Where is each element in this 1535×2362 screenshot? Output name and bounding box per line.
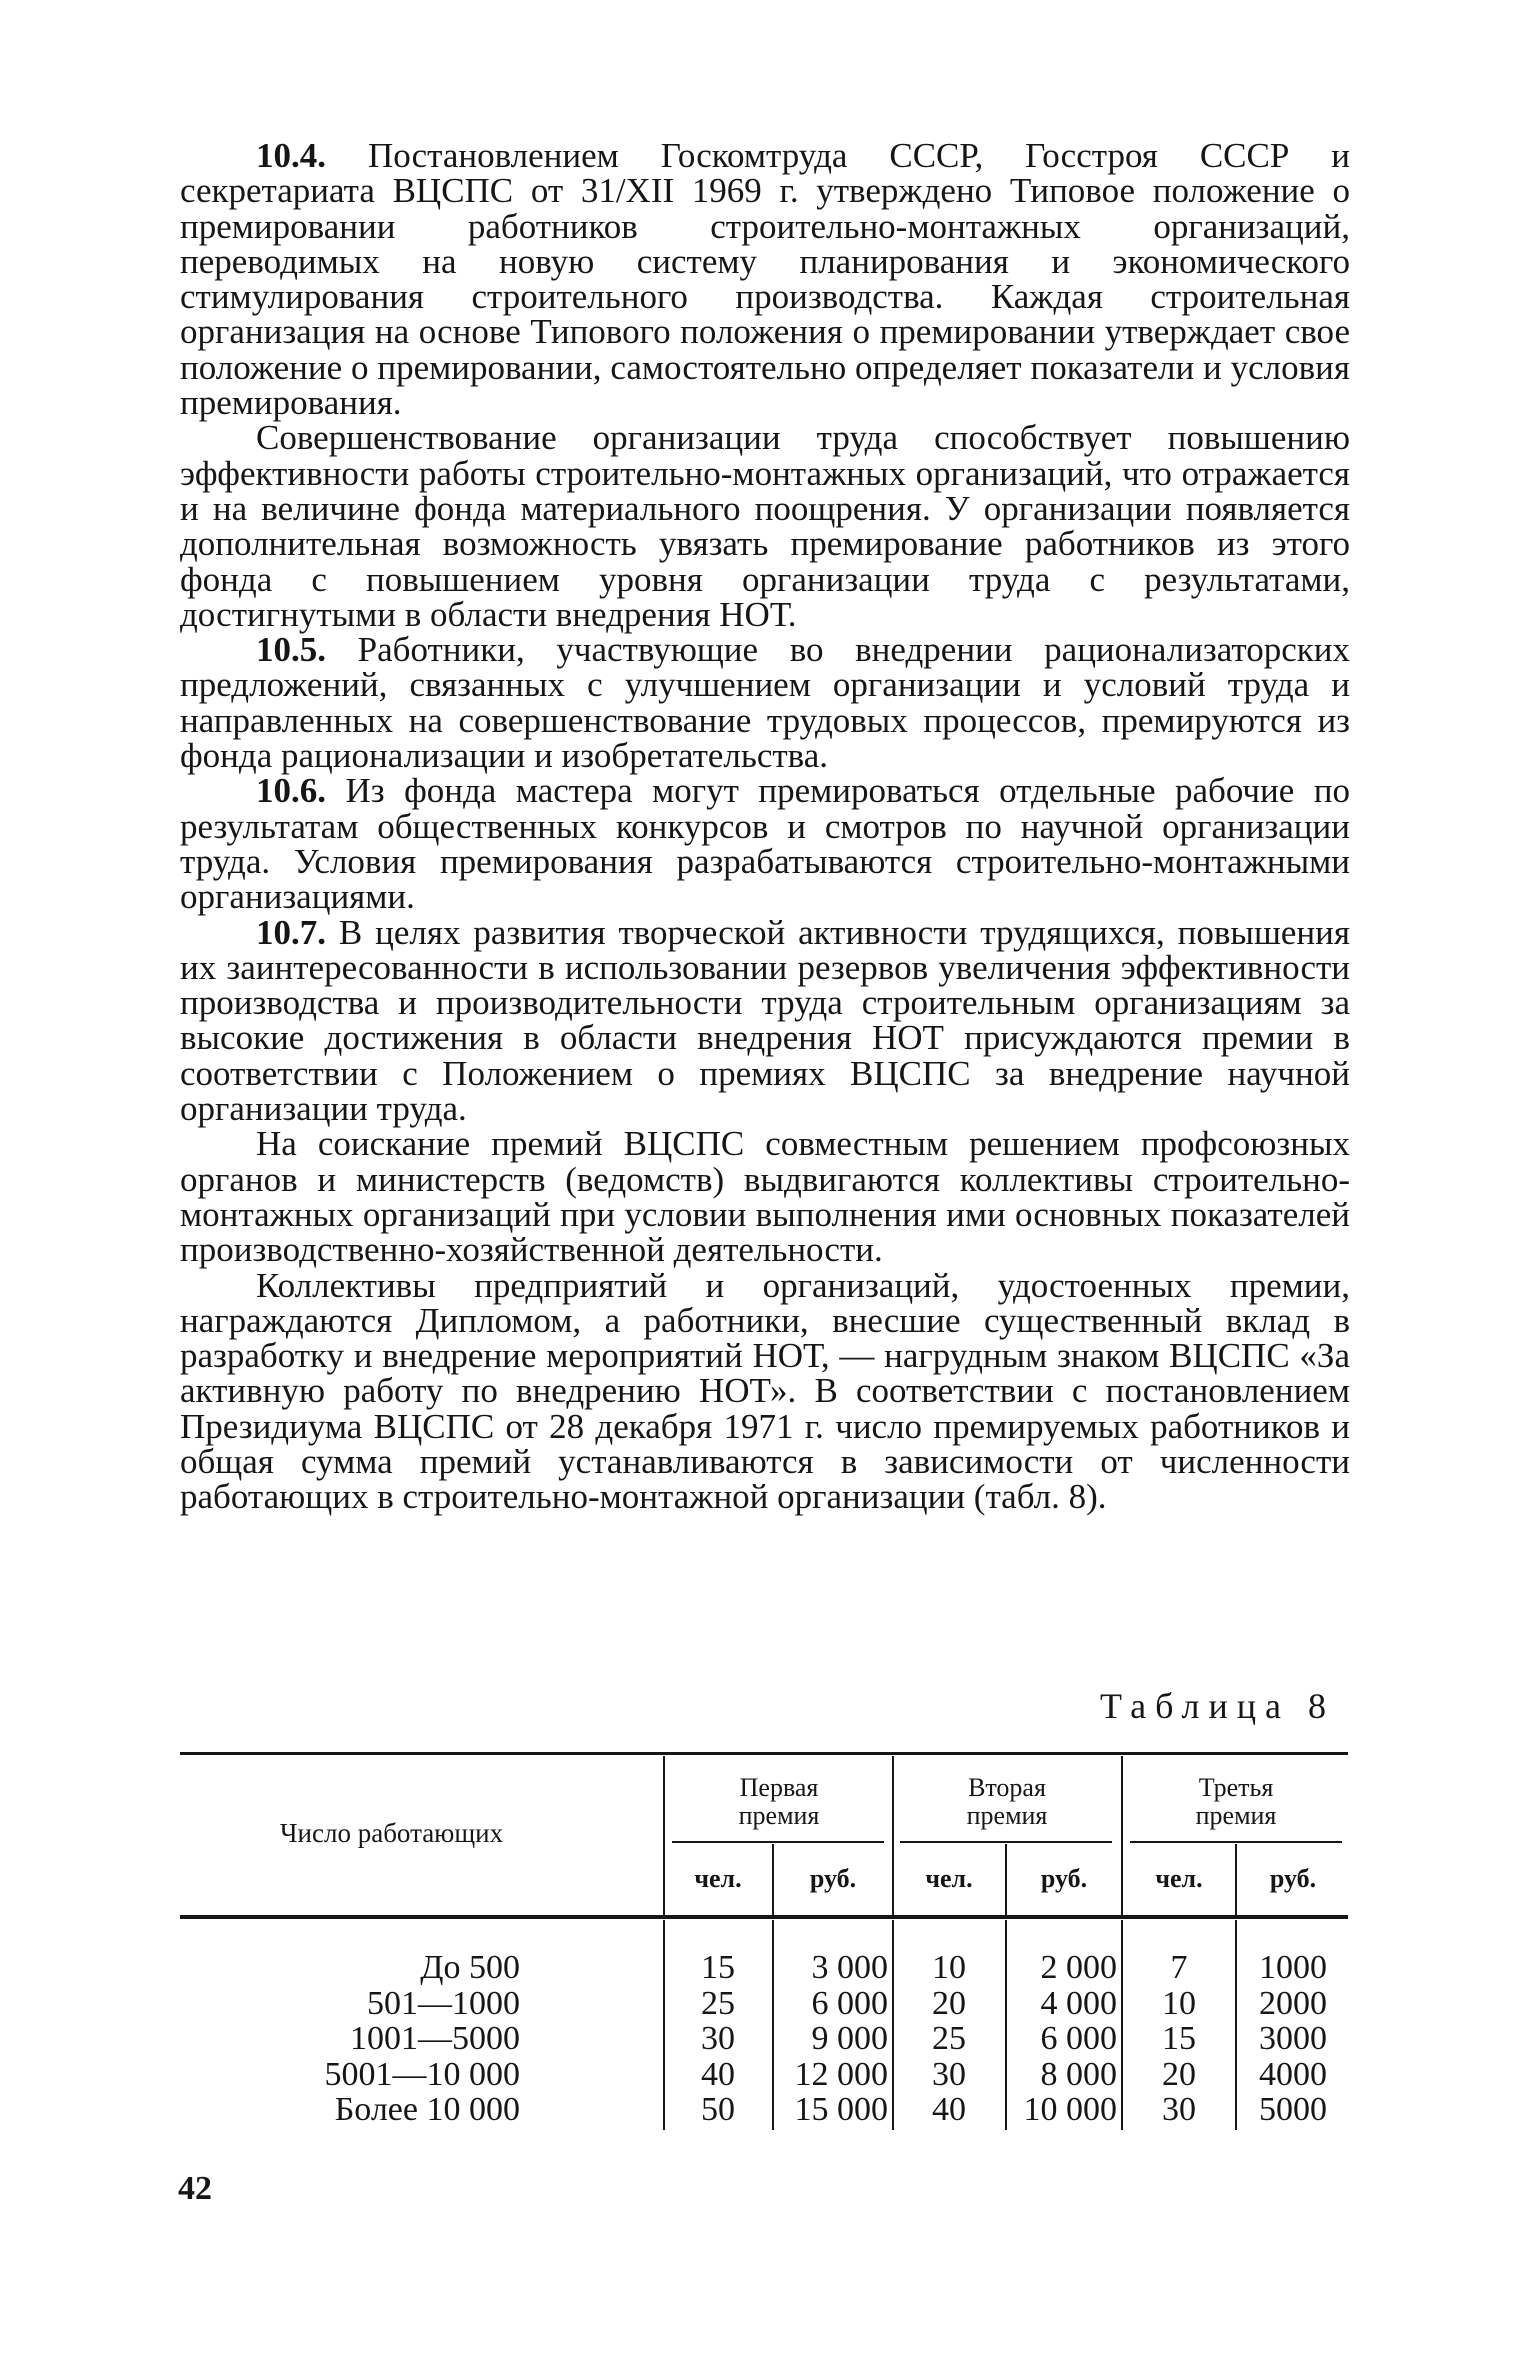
table-cell: 2000 (1259, 1984, 1327, 2022)
body-text (180, 138, 1350, 1515)
subheader-divider (1235, 1844, 1237, 1916)
table-caption: Таблица 8 (1100, 1686, 1335, 1726)
paragraph-number: 10.6. (256, 771, 326, 811)
paragraph-number: 10.7. (256, 912, 326, 952)
group-underline (1130, 1841, 1342, 1843)
table-cell: 25 (932, 2020, 966, 2057)
paragraph-10-4 (180, 136, 1350, 423)
paragraph-nominations (180, 1124, 1350, 1270)
table-cell: 40 (932, 2091, 966, 2128)
table-cell: 1001—5000 (350, 2020, 520, 2057)
subheader-rub: руб. (809, 1864, 857, 1893)
paragraph-10-6 (180, 771, 1351, 917)
subheader-divider (772, 1844, 774, 1916)
header-divider (892, 1756, 894, 1916)
table-cell: 15 000 (794, 2091, 888, 2128)
body-divider (772, 1920, 774, 2130)
paragraph-text: Из фонда мастера могут премироваться отдельные рабочие по результатам общественных конкурсов и смотров по научной организации труда. Условия премирования разрабатываются строительно-монтажными организациями. (180, 771, 1351, 917)
body-divider (663, 1920, 665, 2130)
table-cell: 6 000 (811, 1984, 888, 2022)
table-cell: 15 (701, 1949, 735, 1986)
table-cell: 20 (1162, 2055, 1196, 2093)
group-header-line: премия (1195, 1801, 1277, 1830)
group-header-line: Первая (739, 1773, 819, 1802)
column-workers (180, 1950, 520, 2128)
paragraph-not-efficiency (180, 420, 1350, 632)
table-cell: 9 000 (811, 2020, 888, 2057)
table-cell: 2 000 (1040, 1949, 1117, 1986)
header-divider (1121, 1756, 1123, 1916)
table-cell: 6 000 (1040, 2020, 1117, 2057)
table-cell: 10 (1162, 1984, 1196, 2022)
column-third-rub (1239, 1950, 1347, 2128)
subheader-people: чел. (694, 1864, 742, 1893)
table-cell: 3 000 (811, 1949, 888, 1986)
table-cell: 10 (932, 1949, 966, 1986)
subheader-people: чел. (925, 1864, 973, 1893)
table-cell: 15 (1162, 2020, 1196, 2057)
subheader-divider (1005, 1844, 1007, 1916)
table-cell: 8 000 (1040, 2055, 1117, 2093)
paragraph-text: Коллективы предприятий и организаций, удостоенных премии, награждаются Дипломом, а работники, внесшие существенный вклад в разработку и внедрение мероприятий НОТ, — нагрудным знаком ВЦСПС «За активную работу по внедрению НОТ». В соответствии с постановлением Президиума ВЦСПС от 28 декабря 1971 г. число премируемых работников и общая сумма премий устанавливаются в зависимости от численности работающих в строительно-монтажной организации (табл. 8). (180, 1265, 1350, 1517)
table-cell: 1000 (1259, 1949, 1327, 1986)
group-underline (900, 1841, 1112, 1843)
paragraph-awards (180, 1265, 1350, 1517)
body-divider (1005, 1920, 1007, 2130)
paragraph-number: 10.5. (256, 630, 326, 670)
table-cell: 10 000 (1023, 2091, 1117, 2128)
group-header-line: премия (738, 1801, 820, 1830)
table-cell: 4000 (1259, 2055, 1327, 2093)
group-header-line: Вторая (968, 1773, 1046, 1802)
group-header-line: Третья (1198, 1773, 1274, 1802)
table-cell: 5001—10 000 (324, 2055, 520, 2093)
column-header-workers: Число работающих (280, 1818, 504, 1848)
subheader-rub: руб. (1269, 1864, 1317, 1893)
table-cell: Более 10 000 (334, 2091, 520, 2128)
column-second-people (896, 1950, 1002, 2128)
table-cell: До 500 (420, 1949, 520, 1986)
subheader-rub: руб. (1040, 1864, 1088, 1893)
group-header-line: премия (966, 1801, 1048, 1830)
column-first-rub (776, 1950, 888, 2128)
table-cell: 12 000 (794, 2055, 888, 2093)
column-third-people (1125, 1950, 1233, 2128)
group-header-second (896, 1774, 1118, 1830)
column-second-rub (1009, 1950, 1117, 2128)
group-header-third (1125, 1774, 1347, 1830)
paragraph-text: В целях развития творческой активности трудящихся, повышения их заинтересованности в использовании резервов увеличения эффективности производства и производительности труда строительным организациям за высокие достижения в области внедрения НОТ присуждаются премии в соответствии с Положением о премиях ВЦСПС за внедрение научной организации труда. (180, 912, 1350, 1129)
table-cell: 4 000 (1040, 1984, 1117, 2022)
paragraph-text: Работники, участвующие во внедрении рационализаторских предложений, связанных с улучшением организации и условий труда и направленных на совершенствование трудовых процессов, премируются из фонда рационализации и изобретательства. (180, 630, 1350, 776)
table-cell: 20 (932, 1984, 966, 2022)
page-number: 42 (178, 2170, 212, 2207)
body-divider (1121, 1920, 1123, 2130)
paragraph-text: Постановлением Госкомтруда СССР, Госстроя СССР и секретариата ВЦСПС от 31/XII 1969 г. утверждено Типовое положение о премировании работников строительно-монтажных организаций, переводимых на новую систему планирования и экономического стимулирования строительного производства. Каждая строительная организация на основе Типового положения о премировании утверждает свое положение о премировании, самостоятельно определяет показатели и условия премирования. (180, 136, 1350, 423)
table-header-rule (180, 1915, 1348, 1919)
table-cell: 40 (701, 2055, 735, 2093)
table-cell: 5000 (1259, 2091, 1327, 2128)
group-underline (672, 1841, 884, 1843)
table-cell: 30 (932, 2055, 966, 2093)
table-cell: 50 (701, 2091, 735, 2128)
subheader-people: чел. (1155, 1864, 1203, 1893)
paragraph-10-5 (180, 630, 1350, 776)
table-top-rule (180, 1752, 1348, 1755)
table-cell: 7 (1170, 1949, 1188, 1986)
table-cell: 501—1000 (367, 1984, 520, 2022)
header-divider (663, 1756, 665, 1916)
group-header-first (668, 1774, 890, 1830)
table-cell: 30 (701, 2020, 735, 2057)
table-cell: 3000 (1259, 2020, 1327, 2057)
paragraph-number: 10.4. (256, 136, 326, 175)
paragraph-text: Совершенствование организации труда способствует повышению эффективности работы строительно-монтажных организаций, что отражается и на величине фонда материального поощрения. У организации появляется дополнительная возможность увязать премирование работников из этого фонда с повышением уровня организации труда с результатами, достигнутыми в области внедрения НОТ. (180, 418, 1350, 634)
table-cell: 30 (1162, 2091, 1196, 2128)
table-cell: 25 (701, 1984, 735, 2022)
body-divider (892, 1920, 894, 2130)
body-divider (1235, 1920, 1237, 2130)
paragraph-text: На соискание премий ВЦСПС совместным решением профсоюзных органов и министерств (ведомств) выдвигаются коллективы строительно-монтажных организаций при условии выполнения ими основных показателей производственно-хозяйственной деятельности. (180, 1124, 1350, 1270)
column-first-people (666, 1950, 770, 2128)
paragraph-10-7 (180, 912, 1350, 1129)
